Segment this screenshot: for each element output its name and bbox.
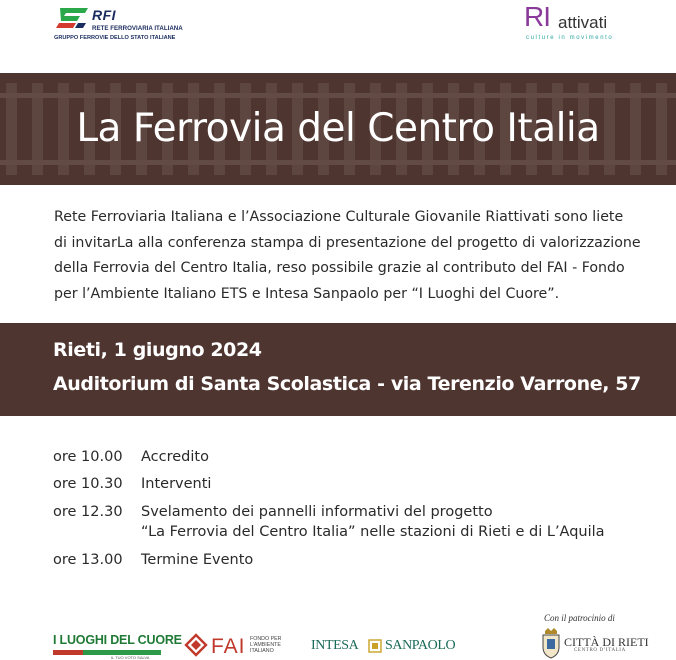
- schedule-time: ore 13.00: [53, 552, 123, 568]
- rfi-name: RFI: [92, 7, 117, 23]
- schedule-time: ore 10.00: [53, 449, 123, 465]
- main-title: La Ferrovia del Centro Italia: [76, 106, 600, 151]
- citta-di-rieti-logo: [540, 627, 649, 659]
- intesa-sanpaolo-logo: [311, 638, 456, 656]
- fai-text: FAI: [211, 635, 246, 658]
- fai-subtitle: FONDO PER L’AMBIENTE ITALIANO: [250, 636, 282, 654]
- riattivati-logo: [524, 3, 630, 43]
- rfi-logo: [54, 4, 204, 42]
- schedule-time: ore 12.30: [53, 504, 123, 520]
- intesa-mark-icon: [368, 639, 382, 653]
- schedule-item: Svelamento dei pannelli informativi del progetto: [141, 504, 493, 520]
- riattivati-tagline: culture in movimento: [526, 35, 614, 41]
- schedule-item: Termine Evento: [141, 552, 254, 568]
- date-band: [0, 323, 676, 416]
- schedule-item: Interventi: [141, 476, 212, 492]
- intro-line: di invitarLa alla conferenza stampa di presentazione del progetto di valorizzazione: [54, 234, 641, 251]
- rfi-line1: RETE FERROVIARIA ITALIANA: [92, 25, 183, 32]
- rieti-name: CITTÀ DI RIETI: [564, 635, 649, 649]
- intro-line: della Ferrovia del Centro Italia, reso possibile grazie al contributo del FAI - Fondo: [54, 260, 625, 277]
- rieti-crest-icon: [540, 627, 562, 659]
- riattivati-rest: attivati: [558, 13, 608, 32]
- rieti-subtitle: CENTRO D’ITALIA: [574, 648, 626, 653]
- intro-line: Rete Ferroviaria Italiana e l’Associazione Culturale Giovanile Riattivati sono liete: [54, 209, 624, 225]
- intro-paragraph: [54, 205, 644, 307]
- sanpaolo-text: SANPAOLO: [385, 638, 456, 653]
- luoghi-tagline: IL TUO VOTO SALVA: [111, 655, 150, 660]
- fai-logo: [184, 633, 284, 659]
- schedule-item-continued: “La Ferrovia del Centro Italia” nelle stazioni di Rieti e di L’Aquila: [141, 524, 605, 540]
- luoghi-text: I LUOGHI DEL CUORE: [53, 633, 182, 647]
- schedule-time: ore 10.30: [53, 476, 123, 492]
- luoghi-bar-accent: [53, 650, 83, 655]
- rfi-mark-icon: [54, 4, 92, 34]
- event-venue: Auditorium di Santa Scolastica - via Terenzio Varrone, 57: [53, 373, 641, 395]
- riattivati-ri: RI: [524, 1, 550, 32]
- intesa-text: INTESA: [311, 638, 359, 653]
- intro-line: per l’Ambiente Italiano ETS e Intesa Sanpaolo per “I Luoghi del Cuore”.: [54, 285, 560, 302]
- patrocinio-label: Con il patrocinio di: [544, 613, 615, 623]
- event-date: Rieti, 1 giugno 2024: [53, 339, 262, 361]
- fai-mark-icon: [184, 633, 208, 657]
- schedule-item: Accredito: [141, 449, 209, 465]
- rfi-line2: GRUPPO FERROVIE DELLO STATO ITALIANE: [54, 35, 176, 41]
- luoghi-del-cuore-logo: [53, 633, 182, 660]
